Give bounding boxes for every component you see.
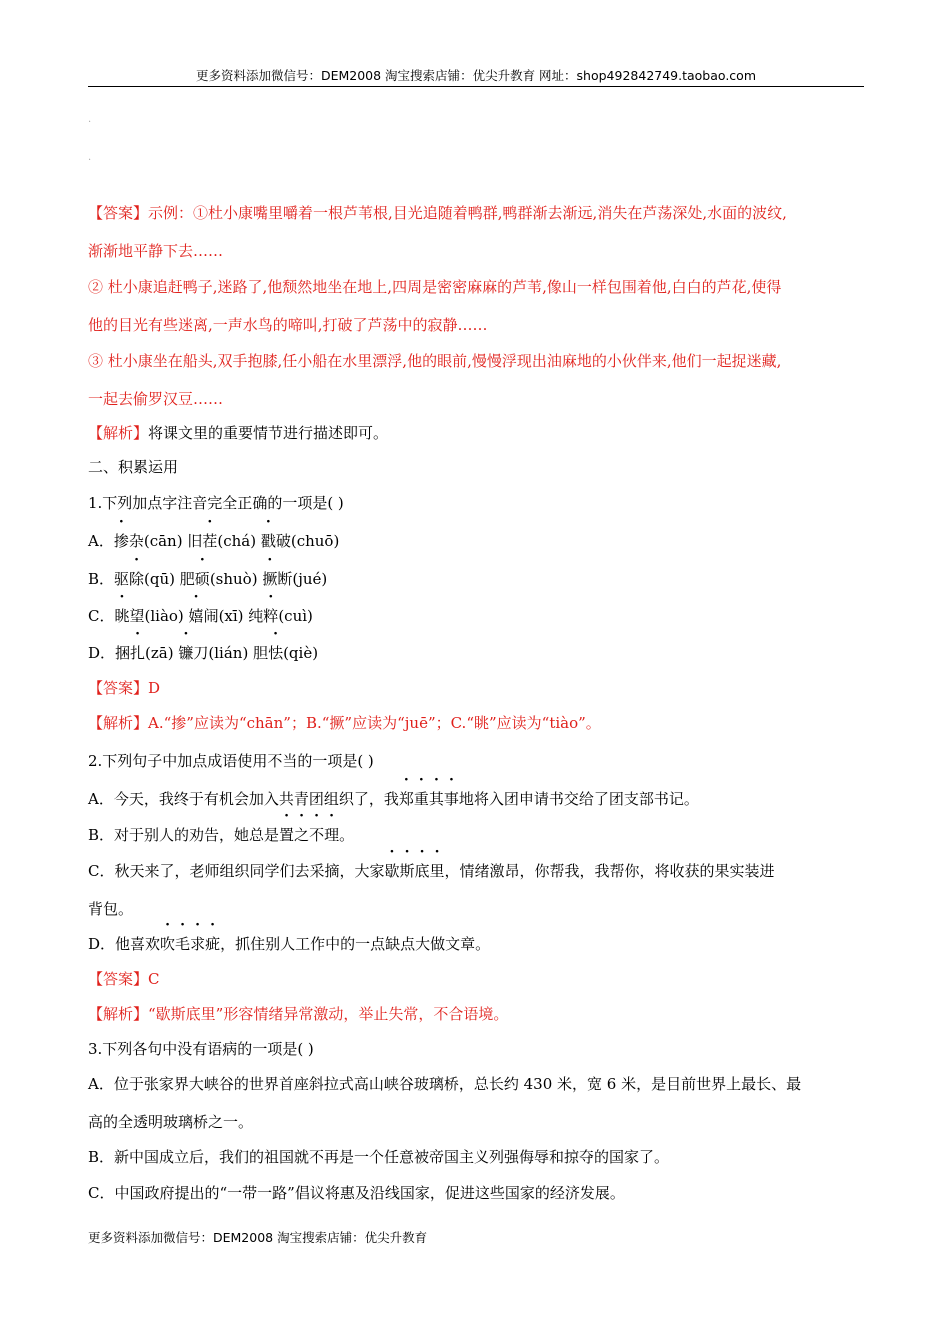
page-header: 更多资料添加微信号：DEM2008 淘宝搜索店铺：优尖升教育 网址：shop492842749.taobao.com — [195, 68, 757, 83]
emphasis-char: 置 — [279, 826, 295, 844]
q3-option-a-line2: 高的全透明玻璃桥之一。 — [88, 1113, 254, 1131]
emphasis-char: 疵 — [205, 935, 221, 953]
emphasis-char: 事 — [443, 790, 459, 808]
q2-option-d: D．他喜欢吹毛求疵，抓住别人工作中的一点缺点大做文章。 — [88, 935, 491, 953]
q1-answer: 【答案】D — [88, 679, 161, 697]
emphasis-char: 里 — [429, 862, 445, 880]
q1-analysis: 【解析】A.“掺”应读为“chān”；B.“撅”应读为“juē”；C.“眺”应读为“tiào”。 — [88, 714, 601, 732]
q2-option-a: A．今天，我终于有机会加入共青团组织了，我郑重其事地将入团申请书交给了团支部书记。 — [88, 790, 699, 808]
emphasis-char: 吹 — [160, 935, 176, 953]
q1-option-b: B．驱除(qū) 肥硕(shuò) 撅断(jué) — [88, 570, 328, 588]
q2-stem: 2.下列句子中加点成语使用不当的一项是( ) — [88, 752, 374, 770]
q2-option-c-line2: 背包。 — [88, 900, 134, 918]
emphasis-char: 求 — [190, 935, 206, 953]
q3-stem: 3.下列各句中没有语病的一项是( ) — [88, 1040, 314, 1058]
q2-option-c-line1: C．秋天来了，老师组织同学们去采摘，大家歇斯底里，情绪激昂，你帮我，我帮你，将收获的果实装进 — [88, 862, 775, 880]
emphasis-char: 毛 — [175, 935, 191, 953]
dotted-idiom — [160, 935, 220, 953]
q2-analysis: 【解析】“歇斯底里”形容情绪异常激动，举止失常，不合语境。 — [88, 1005, 509, 1023]
dotted-idiom — [279, 826, 339, 844]
q1-option-c: C．眺望(liào) 嬉闹(xī) 纯粹(cuì) — [88, 607, 313, 625]
answer-line-6: 一起去偷罗汉豆…… — [88, 390, 224, 408]
dotted-idiom — [399, 790, 459, 808]
q3-option-a-line1: A．位于张家界大峡谷的世界首座斜拉式高山峡谷玻璃桥，总长约 430 米，宽 6 米，是目前世界上最长、最 — [88, 1075, 802, 1093]
emphasis-char: 歇 — [384, 862, 400, 880]
emphasis-char: 重 — [413, 790, 429, 808]
q1-option-d: D．捆扎(zā) 镰刀(lián) 胆怯(qiè) — [88, 644, 319, 662]
paragraph-mark: . — [88, 114, 92, 125]
emphasis-char: 郑 — [398, 790, 414, 808]
analysis-line: 【解析】将课文里的重要情节进行描述即可。 — [88, 424, 389, 442]
emphasis-char: 底 — [414, 862, 430, 880]
paragraph-mark: . — [88, 152, 92, 163]
answer-line-5: ③ 杜小康坐在船头,双手抱膝,任小船在水里漂浮,他的眼前,慢慢浮现出油麻地的小伙伴来,他们一起捉迷藏, — [88, 352, 782, 370]
answer-tag: 【答案】 — [88, 204, 149, 222]
emphasis-char: 不 — [309, 826, 325, 844]
answer-line-3: ② 杜小康追赶鸭子,迷路了,他颓然地坐在地上,四周是密密麻麻的芦苇,像山一样包围着他,白白的芦花,使得 — [88, 278, 782, 296]
section-title: 二、积累运用 — [88, 458, 179, 476]
q1-stem: 1.下列加点字注音完全正确的一项是( ) — [88, 494, 344, 512]
answer-line-2: 渐渐地平静下去…… — [88, 242, 224, 260]
emphasis-char: 斯 — [399, 862, 415, 880]
emphasis-char: 其 — [428, 790, 444, 808]
q1-option-a: A．掺杂(cān) 旧茬(chá) 戳破(chuō) — [88, 532, 340, 550]
analysis-tag: 【解析】 — [88, 424, 149, 442]
q3-option-c: C．中国政府提出的“一带一路”倡议将惠及沿线国家，促进这些国家的经济发展。 — [88, 1184, 625, 1202]
q2-answer: 【答案】C — [88, 970, 160, 988]
answer-line-1: 【答案】示例：①杜小康嘴里嚼着一根芦苇根,目光追随着鸭群,鸭群渐去渐远,消失在芦荡深处,水面的波纹, — [88, 204, 787, 222]
emphasis-char: 之 — [294, 826, 310, 844]
page-footer: 更多资料添加微信号：DEM2008 淘宝搜索店铺：优尖升教育 — [88, 1230, 428, 1245]
emphasis-char: 理 — [324, 826, 340, 844]
dotted-idiom — [384, 862, 444, 880]
q2-option-b: B．对于别人的劝告，她总是置之不理。 — [88, 826, 355, 844]
answer-line-4: 他的目光有些迷离,一声水鸟的啼叫,打破了芦荡中的寂静…… — [88, 316, 488, 334]
header-divider — [88, 86, 864, 87]
q3-option-b: B．新中国成立后，我们的祖国就不再是一个任意被帝国主义列强侮辱和掠夺的国家了。 — [88, 1148, 670, 1166]
